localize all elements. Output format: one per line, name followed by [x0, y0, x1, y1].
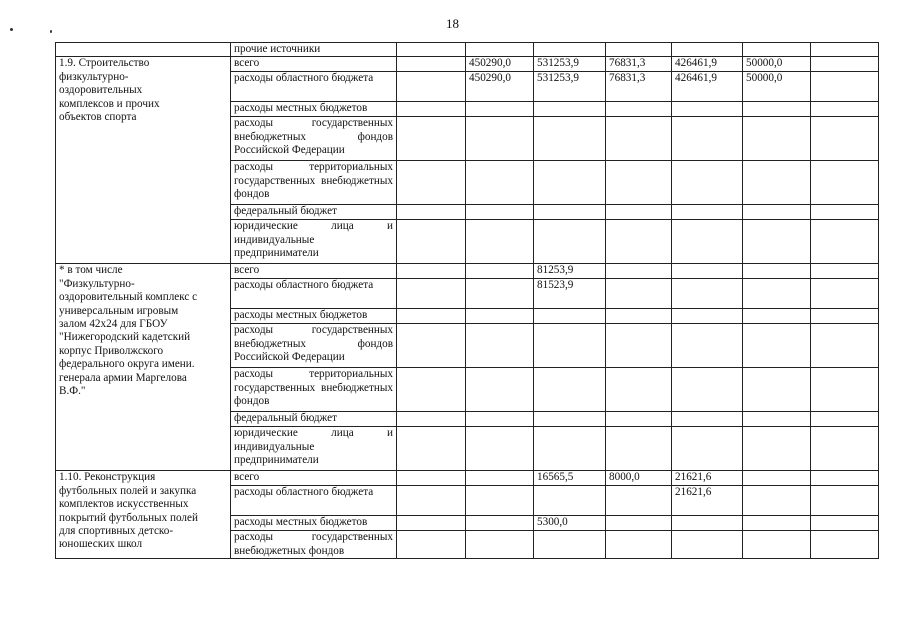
value-cell — [672, 427, 743, 471]
value-cell: 426461,9 — [672, 72, 743, 102]
value-cell — [397, 309, 466, 324]
value-cell — [606, 264, 672, 279]
value-cell — [534, 205, 606, 220]
value-cell — [743, 279, 811, 309]
value-cell — [811, 102, 879, 117]
value-cell — [811, 309, 879, 324]
value-cell — [811, 205, 879, 220]
value-cell — [743, 309, 811, 324]
value-cell: 531253,9 — [534, 57, 606, 72]
funding-source-cell: расходы областного бюджета — [231, 486, 397, 516]
funding-source-cell: расходы областного бюджета — [231, 72, 397, 102]
funding-source-cell: расходы территориальных государственных внебюджетных фондов — [231, 161, 397, 205]
funding-source-cell: расходы областного бюджета — [231, 279, 397, 309]
funding-source-cell: расходы местных бюджетов — [231, 309, 397, 324]
value-cell — [397, 161, 466, 205]
funding-source-cell: федеральный бюджет — [231, 205, 397, 220]
value-cell — [466, 471, 534, 486]
value-cell: 21621,6 — [672, 471, 743, 486]
value-cell — [534, 531, 606, 559]
value-cell — [672, 264, 743, 279]
value-cell — [534, 220, 606, 264]
value-cell — [743, 43, 811, 57]
value-cell — [534, 412, 606, 427]
funding-source-cell: расходы государственных внебюджетных фондов Российской Федерации — [231, 117, 397, 161]
value-cell — [534, 102, 606, 117]
value-cell — [743, 531, 811, 559]
funding-source-cell: расходы государственных внебюджетных фондов Российской Федерации — [231, 324, 397, 368]
value-cell — [811, 264, 879, 279]
value-cell — [811, 117, 879, 161]
value-cell — [672, 220, 743, 264]
value-cell — [672, 368, 743, 412]
value-cell — [466, 43, 534, 57]
value-cell — [743, 205, 811, 220]
value-cell — [606, 117, 672, 161]
value-cell: 50000,0 — [743, 57, 811, 72]
value-cell — [743, 161, 811, 205]
value-cell — [397, 531, 466, 559]
value-cell — [811, 220, 879, 264]
value-cell — [606, 531, 672, 559]
value-cell: 531253,9 — [534, 72, 606, 102]
value-cell — [811, 279, 879, 309]
value-cell: 50000,0 — [743, 72, 811, 102]
value-cell — [534, 324, 606, 368]
value-cell — [672, 309, 743, 324]
value-cell — [606, 412, 672, 427]
value-cell — [397, 264, 466, 279]
value-cell — [672, 161, 743, 205]
value-cell — [397, 412, 466, 427]
value-cell — [672, 117, 743, 161]
value-cell — [743, 486, 811, 516]
value-cell — [606, 220, 672, 264]
funding-source-cell: расходы территориальных государственных внебюджетных фондов — [231, 368, 397, 412]
value-cell — [606, 279, 672, 309]
value-cell: 76831,3 — [606, 57, 672, 72]
value-cell — [811, 368, 879, 412]
value-cell — [743, 427, 811, 471]
scan-speck — [50, 30, 52, 33]
value-cell — [397, 57, 466, 72]
value-cell — [397, 516, 466, 531]
value-cell — [672, 516, 743, 531]
value-cell — [397, 471, 466, 486]
value-cell — [397, 324, 466, 368]
value-cell — [397, 279, 466, 309]
value-cell — [743, 324, 811, 368]
value-cell — [466, 220, 534, 264]
value-cell — [534, 309, 606, 324]
value-cell — [466, 324, 534, 368]
value-cell: 426461,9 — [672, 57, 743, 72]
value-cell — [534, 117, 606, 161]
value-cell — [811, 412, 879, 427]
value-cell — [606, 427, 672, 471]
value-cell — [466, 205, 534, 220]
value-cell — [743, 412, 811, 427]
funding-source-cell: расходы местных бюджетов — [231, 516, 397, 531]
value-cell — [534, 161, 606, 205]
value-cell — [743, 471, 811, 486]
value-cell — [811, 161, 879, 205]
value-cell — [743, 102, 811, 117]
value-cell — [606, 43, 672, 57]
funding-source-cell: расходы государственных внебюджетных фондов — [231, 531, 397, 559]
value-cell — [397, 427, 466, 471]
value-cell — [606, 161, 672, 205]
funding-source-cell: юридические лица и индивидуальные предприниматели — [231, 427, 397, 471]
value-cell — [811, 324, 879, 368]
value-cell — [811, 43, 879, 57]
value-cell — [466, 117, 534, 161]
group-label-cell: 1.10. Реконструкция футбольных полей и закупка комплектов искусственных покрытий футбольных полей для спортивных детско- юношеских школ — [56, 471, 231, 559]
group-label-cell: * в том числе "Физкультурно- оздоровительный комплекс с универсальным игровым залом 42x24 для ГБОУ "Нижегородский кадетский корпус Приволжского федерального округа имени. генерала армии Маргелова В.Ф." — [56, 264, 231, 471]
value-cell — [397, 43, 466, 57]
value-cell — [466, 486, 534, 516]
value-cell — [811, 471, 879, 486]
value-cell — [811, 72, 879, 102]
value-cell — [466, 102, 534, 117]
value-cell — [397, 72, 466, 102]
value-cell — [811, 427, 879, 471]
value-cell: 16565,5 — [534, 471, 606, 486]
page-number: 18 — [446, 16, 459, 31]
value-cell — [397, 205, 466, 220]
value-cell — [606, 324, 672, 368]
value-cell — [534, 43, 606, 57]
value-cell — [743, 516, 811, 531]
value-cell — [672, 412, 743, 427]
table-row — [56, 264, 879, 279]
value-cell — [466, 531, 534, 559]
group-label-cell: 1.9. Строительство физкультурно- оздоровительных комплексов и прочих объектов спорта — [56, 57, 231, 264]
value-cell — [466, 516, 534, 531]
value-cell — [672, 102, 743, 117]
value-cell: 81253,9 — [534, 264, 606, 279]
value-cell — [743, 220, 811, 264]
value-cell — [397, 368, 466, 412]
value-cell — [466, 427, 534, 471]
group-label-cell — [56, 43, 231, 57]
table-row — [56, 43, 879, 57]
value-cell — [672, 324, 743, 368]
value-cell — [743, 368, 811, 412]
value-cell — [466, 412, 534, 427]
value-cell — [397, 117, 466, 161]
value-cell — [466, 264, 534, 279]
value-cell — [606, 516, 672, 531]
funding-source-cell: федеральный бюджет — [231, 412, 397, 427]
value-cell — [672, 43, 743, 57]
value-cell — [743, 117, 811, 161]
value-cell: 21621,6 — [672, 486, 743, 516]
value-cell: 450290,0 — [466, 57, 534, 72]
value-cell: 450290,0 — [466, 72, 534, 102]
value-cell — [534, 368, 606, 412]
budget-table — [55, 42, 879, 559]
value-cell — [466, 368, 534, 412]
funding-source-cell: всего — [231, 264, 397, 279]
value-cell — [811, 516, 879, 531]
value-cell — [672, 531, 743, 559]
value-cell — [606, 368, 672, 412]
value-cell — [534, 427, 606, 471]
funding-source-cell: расходы местных бюджетов — [231, 102, 397, 117]
value-cell — [606, 102, 672, 117]
value-cell — [466, 309, 534, 324]
value-cell: 81523,9 — [534, 279, 606, 309]
value-cell: 5300,0 — [534, 516, 606, 531]
value-cell: 76831,3 — [606, 72, 672, 102]
value-cell — [672, 205, 743, 220]
value-cell — [534, 486, 606, 516]
value-cell — [606, 486, 672, 516]
table-row — [56, 57, 879, 72]
value-cell — [397, 102, 466, 117]
value-cell — [811, 486, 879, 516]
value-cell — [397, 486, 466, 516]
funding-source-cell: всего — [231, 57, 397, 72]
value-cell — [466, 161, 534, 205]
funding-source-cell: юридические лица и индивидуальные предприниматели — [231, 220, 397, 264]
value-cell — [606, 205, 672, 220]
value-cell — [743, 264, 811, 279]
value-cell — [397, 220, 466, 264]
value-cell — [811, 57, 879, 72]
scan-speck — [10, 28, 13, 31]
value-cell — [672, 279, 743, 309]
value-cell — [466, 279, 534, 309]
value-cell — [811, 531, 879, 559]
funding-source-cell: прочие источники — [231, 43, 397, 57]
value-cell: 8000,0 — [606, 471, 672, 486]
funding-source-cell: всего — [231, 471, 397, 486]
value-cell — [606, 309, 672, 324]
table-row — [56, 471, 879, 486]
